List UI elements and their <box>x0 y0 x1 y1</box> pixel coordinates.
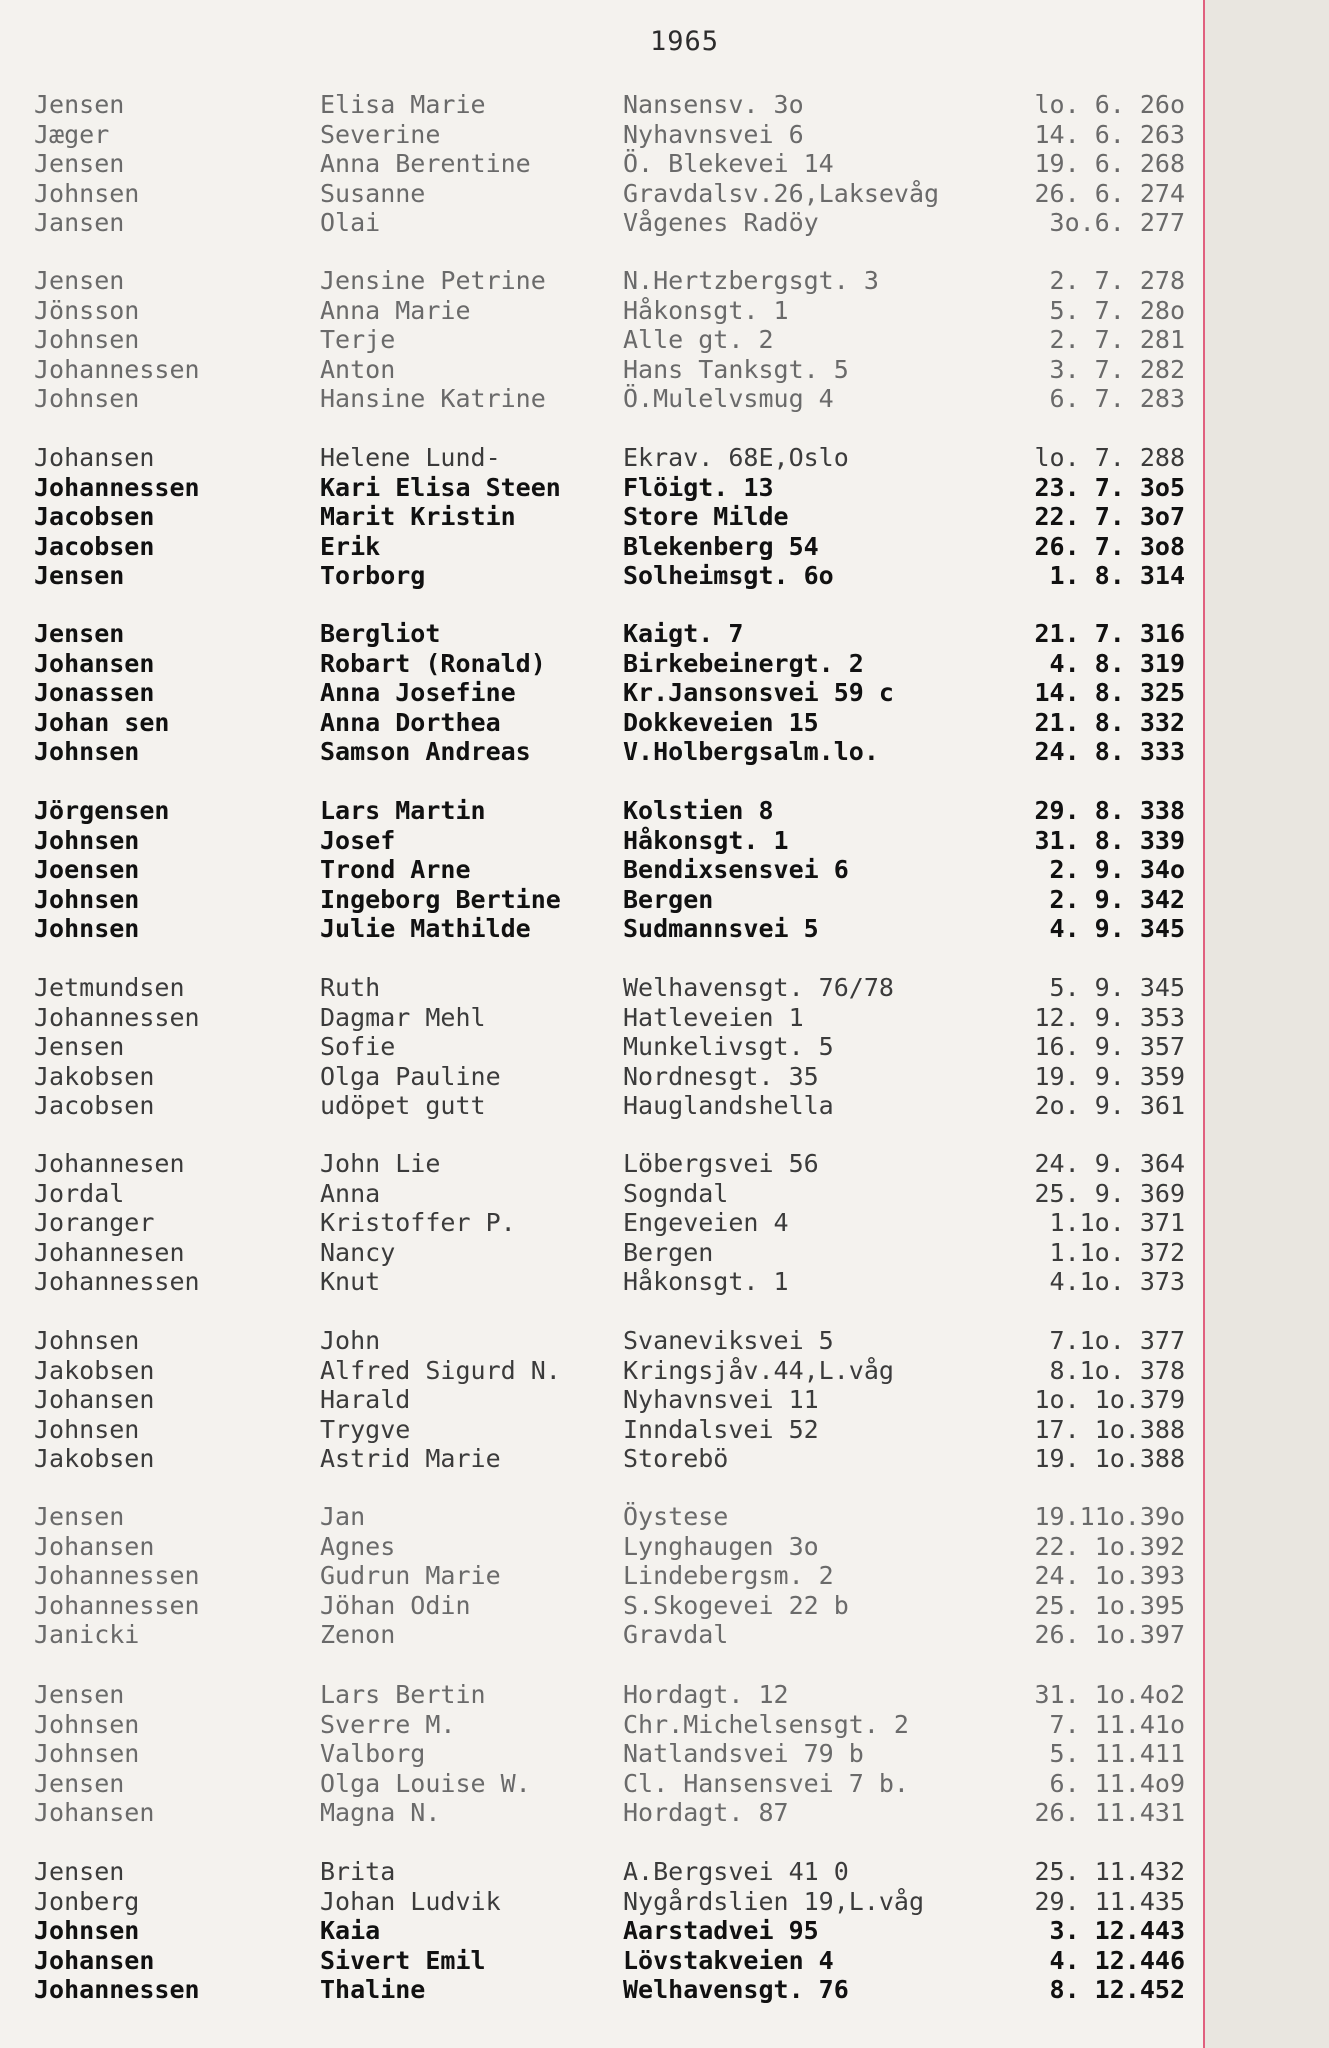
address: Hans Tanksgt. 5 <box>623 354 849 384</box>
register-row <box>0 826 1200 856</box>
date-number: 22. 1o.392 <box>1034 1531 1185 1561</box>
surname: Johnsen <box>34 825 140 855</box>
first-name: Johan Ludvik <box>320 1886 501 1916</box>
address: Inndalsvei 52 <box>623 1414 819 1444</box>
address: Lynghaugen 3o <box>623 1531 819 1561</box>
date-number: 19. 9. 359 <box>1034 1061 1185 1091</box>
entry-group <box>0 266 1200 414</box>
surname: Johannesen <box>34 1149 185 1178</box>
date-number: 8. 12.452 <box>1049 1975 1185 2005</box>
first-name: Samson Andreas <box>320 737 531 767</box>
date-number: 29. 11.435 <box>1034 1886 1185 1916</box>
surname: Jensen <box>34 90 125 119</box>
register-row <box>0 914 1200 944</box>
register-row <box>0 737 1200 767</box>
address: Lindebergsm. 2 <box>623 1561 834 1591</box>
register-row <box>0 296 1200 326</box>
address: Blekenberg 54 <box>623 531 819 561</box>
surname: Johansen <box>34 648 155 678</box>
first-name: John Lie <box>320 1149 441 1178</box>
address: Storebö <box>623 1444 729 1474</box>
address: Sogndal <box>623 1178 729 1208</box>
surname: Jæger <box>34 119 110 149</box>
register-row <box>0 885 1200 915</box>
register-row <box>0 1561 1200 1591</box>
address: Kolstien 8 <box>623 796 774 825</box>
register-row <box>0 1887 1200 1917</box>
register-row <box>0 1238 1200 1268</box>
surname: Jensen <box>34 1680 125 1709</box>
first-name: Sofie <box>320 1032 396 1062</box>
surname: Jönsson <box>34 295 140 325</box>
entry-group <box>0 1326 1200 1474</box>
address: Hordagt. 87 <box>623 1798 789 1828</box>
first-name: Anton <box>320 354 396 384</box>
entry-group <box>0 1857 1200 2005</box>
first-name: Marit Kristin <box>320 502 516 532</box>
first-name: Agnes <box>320 1531 396 1561</box>
date-number: 25. 11.432 <box>1034 1857 1185 1886</box>
first-name: Zenon <box>320 1620 396 1650</box>
surname: Johnsen <box>34 384 140 414</box>
address: A.Bergsvei 41 0 <box>623 1857 849 1886</box>
surname: Johnsen <box>34 737 140 767</box>
first-name: Kristoffer P. <box>320 1208 516 1238</box>
address: Nygårdslien 19,L.våg <box>623 1886 925 1916</box>
date-number: 25. 1o.395 <box>1034 1590 1185 1620</box>
date-number: 2. 9. 342 <box>1049 884 1185 914</box>
address: Hatleveien 1 <box>623 1002 804 1032</box>
address: Nordnesgt. 35 <box>623 1061 819 1091</box>
register-row <box>0 1415 1200 1445</box>
first-name: Anna Berentine <box>320 149 531 179</box>
register-row <box>0 1356 1200 1386</box>
address: Lövstakveien 4 <box>623 1945 834 1975</box>
first-name: Lars Martin <box>320 796 486 825</box>
date-number: 19. 6. 268 <box>1034 149 1185 179</box>
first-name: Jensine Petrine <box>320 266 546 295</box>
date-number: 23. 7. 3o5 <box>1034 472 1185 502</box>
surname: Johannessen <box>34 1975 200 2005</box>
address: Nyhavnsvei 11 <box>623 1385 819 1415</box>
surname: Jensen <box>34 266 125 295</box>
register-row <box>0 149 1200 179</box>
register-row <box>0 855 1200 885</box>
first-name: Torborg <box>320 561 426 591</box>
address: Cl. Hansensvei 7 b. <box>623 1768 909 1798</box>
first-name: Anna Dorthea <box>320 707 501 737</box>
first-name: Severine <box>320 119 441 149</box>
first-name: Kaia <box>320 1916 381 1946</box>
date-number: 1o. 1o.379 <box>1034 1385 1185 1415</box>
date-number: 26. 7. 3o8 <box>1034 531 1185 561</box>
date-number: 2. 7. 278 <box>1049 266 1185 295</box>
address: Hordagt. 12 <box>623 1680 789 1709</box>
surname: Johansen <box>34 1945 155 1975</box>
address: Ekrav. 68E,Oslo <box>623 443 849 472</box>
entry-group <box>0 973 1200 1121</box>
register-row <box>0 678 1200 708</box>
surname: Janicki <box>34 1620 140 1650</box>
register-row <box>0 1032 1200 1062</box>
surname: Johannessen <box>34 1002 200 1032</box>
register-row <box>0 1532 1200 1562</box>
first-name: Elisa Marie <box>320 90 486 119</box>
address: Birkebeinergt. 2 <box>623 648 864 678</box>
register-row <box>0 1003 1200 1033</box>
date-number: 3. 12.443 <box>1049 1916 1185 1946</box>
surname: Jakobsen <box>34 1444 155 1474</box>
date-number: 5. 11.411 <box>1049 1739 1185 1769</box>
surname: Jensen <box>34 1032 125 1062</box>
register-row <box>0 1680 1200 1710</box>
address: Vågenes Radöy <box>623 208 819 238</box>
date-number: 6. 7. 283 <box>1049 384 1185 414</box>
date-number: 14. 6. 263 <box>1034 119 1185 149</box>
page-edge <box>1205 0 1329 2048</box>
surname: Joranger <box>34 1208 155 1238</box>
date-number: 14. 8. 325 <box>1034 678 1185 708</box>
surname: Johnsen <box>34 1709 140 1739</box>
first-name: Astrid Marie <box>320 1444 501 1474</box>
surname: Johannesen <box>34 1237 185 1267</box>
address: Ö.Mulelvsmug 4 <box>623 384 834 414</box>
register-row <box>0 1710 1200 1740</box>
date-number: 19. 1o.388 <box>1034 1444 1185 1474</box>
register-row <box>0 1326 1200 1356</box>
address: Flöigt. 13 <box>623 472 774 502</box>
surname: Jordal <box>34 1178 125 1208</box>
date-number: 5. 7. 28o <box>1049 295 1185 325</box>
surname: Jacobsen <box>34 1091 155 1121</box>
address: Löbergsvei 56 <box>623 1149 819 1178</box>
surname: Johannessen <box>34 472 200 502</box>
address: Kr.Jansonsvei 59 c <box>623 678 894 708</box>
first-name: Hansine Katrine <box>320 384 546 414</box>
register-row <box>0 443 1200 473</box>
register-row <box>0 266 1200 296</box>
first-name: Olga Pauline <box>320 1061 501 1091</box>
register-row <box>0 1798 1200 1828</box>
first-name: udöpet gutt <box>320 1091 486 1121</box>
surname: Jakobsen <box>34 1061 155 1091</box>
surname: Johansen <box>34 1385 155 1415</box>
entry-group <box>0 90 1200 238</box>
date-number: 25. 9. 369 <box>1034 1178 1185 1208</box>
first-name: Julie Mathilde <box>320 914 531 944</box>
surname: Johnsen <box>34 178 140 208</box>
first-name: Brita <box>320 1857 396 1886</box>
first-name: Ruth <box>320 973 381 1002</box>
date-number: 1.1o. 371 <box>1049 1208 1185 1238</box>
register-row <box>0 561 1200 591</box>
date-number: 19.11o.39o <box>1034 1502 1185 1531</box>
register-row <box>0 1502 1200 1532</box>
address: Håkonsgt. 1 <box>623 825 789 855</box>
register-row <box>0 1208 1200 1238</box>
first-name: Dagmar Mehl <box>320 1002 486 1032</box>
surname: Jensen <box>34 1857 125 1886</box>
register-row <box>0 1769 1200 1799</box>
first-name: Anna Josefine <box>320 678 516 708</box>
page-year: 1965 <box>650 26 720 57</box>
register-row <box>0 796 1200 826</box>
surname: Jensen <box>34 619 125 648</box>
address: Bendixsensvei 6 <box>623 855 849 885</box>
first-name: Knut <box>320 1267 381 1297</box>
first-name: Magna N. <box>320 1798 441 1828</box>
address: Sudmannsvei 5 <box>623 914 819 944</box>
date-number: 26. 11.431 <box>1034 1798 1185 1828</box>
surname: Johnsen <box>34 914 140 944</box>
date-number: 24. 9. 364 <box>1034 1149 1185 1178</box>
date-number: 21. 8. 332 <box>1034 707 1185 737</box>
surname: Johnsen <box>34 325 140 355</box>
date-number: 22. 7. 3o7 <box>1034 502 1185 532</box>
address: Nansensv. 3o <box>623 90 804 119</box>
address: Dokkeveien 15 <box>623 707 819 737</box>
date-number: 2. 7. 281 <box>1049 325 1185 355</box>
address: S.Skogevei 22 b <box>623 1590 849 1620</box>
register-row <box>0 1179 1200 1209</box>
address: Alle gt. 2 <box>623 325 774 355</box>
first-name: Thaline <box>320 1975 426 2005</box>
date-number: 1. 8. 314 <box>1049 561 1185 591</box>
date-number: lo. 6. 26o <box>1034 90 1185 119</box>
register-row <box>0 1946 1200 1976</box>
date-number: 24. 8. 333 <box>1034 737 1185 767</box>
surname: Jensen <box>34 1768 125 1798</box>
date-number: 31. 8. 339 <box>1034 825 1185 855</box>
first-name: Olga Louise W. <box>320 1768 531 1798</box>
first-name: John <box>320 1326 381 1355</box>
surname: Johnsen <box>34 884 140 914</box>
surname: Jacobsen <box>34 502 155 532</box>
date-number: 24. 1o.393 <box>1034 1561 1185 1591</box>
first-name: Robart (Ronald) <box>320 648 546 678</box>
register-row <box>0 1091 1200 1121</box>
surname: Johannessen <box>34 1561 200 1591</box>
surname: Johnsen <box>34 1739 140 1769</box>
date-number: 29. 8. 338 <box>1034 796 1185 825</box>
first-name: Sivert Emil <box>320 1945 486 1975</box>
date-number: 4. 12.446 <box>1049 1945 1185 1975</box>
surname: Jetmundsen <box>34 973 185 1002</box>
register-row <box>0 973 1200 1003</box>
entry-group <box>0 619 1200 767</box>
register-row <box>0 1149 1200 1179</box>
register-row <box>0 1062 1200 1092</box>
first-name: Trygve <box>320 1414 411 1444</box>
date-number: 3. 7. 282 <box>1049 354 1185 384</box>
address: Chr.Michelsensgt. 2 <box>623 1709 909 1739</box>
first-name: Olai <box>320 208 381 238</box>
first-name: Lars Bertin <box>320 1680 486 1709</box>
surname: Jensen <box>34 561 125 591</box>
register-row <box>0 473 1200 503</box>
first-name: Jöhan Odin <box>320 1590 471 1620</box>
address: Kringsjåv.44,L.våg <box>623 1355 894 1385</box>
address: Welhavensgt. 76/78 <box>623 973 894 1002</box>
first-name: Trond Arne <box>320 855 471 885</box>
surname: Johnsen <box>34 1916 140 1946</box>
date-number: lo. 7. 288 <box>1034 443 1185 472</box>
surname: Jansen <box>34 208 125 238</box>
address: Gravdalsv.26,Laksevåg <box>623 178 940 208</box>
address: Munkelivsgt. 5 <box>623 1032 834 1062</box>
first-name: Gudrun Marie <box>320 1561 501 1591</box>
date-number: 3o.6. 277 <box>1049 208 1185 238</box>
address: Hauglandshella <box>623 1091 834 1121</box>
register-row <box>0 1739 1200 1769</box>
entry-group <box>0 1149 1200 1297</box>
entry-group <box>0 1502 1200 1650</box>
date-number: 6. 11.4o9 <box>1049 1768 1185 1798</box>
entry-group <box>0 1680 1200 1828</box>
address: Bergen <box>623 884 714 914</box>
address: Store Milde <box>623 502 789 532</box>
address: Welhavensgt. 76 <box>623 1975 849 2005</box>
date-number: 5. 9. 345 <box>1049 973 1185 1002</box>
surname: Jonassen <box>34 678 155 708</box>
register-row <box>0 1267 1200 1297</box>
surname: Jensen <box>34 1502 125 1531</box>
register-row <box>0 1857 1200 1887</box>
first-name: Anna <box>320 1178 381 1208</box>
surname: Jacobsen <box>34 531 155 561</box>
surname: Johansen <box>34 1798 155 1828</box>
address: Natlandsvei 79 b <box>623 1739 864 1769</box>
register-row <box>0 532 1200 562</box>
first-name: Jan <box>320 1502 366 1531</box>
register-row <box>0 619 1200 649</box>
address: Nyhavnsvei 6 <box>623 119 804 149</box>
address: Engeveien 4 <box>623 1208 789 1238</box>
address: Solheimsgt. 6o <box>623 561 834 591</box>
first-name: Kari Elisa Steen <box>320 472 561 502</box>
surname: Johannessen <box>34 1590 200 1620</box>
date-number: 26. 6. 274 <box>1034 178 1185 208</box>
date-number: 4. 9. 345 <box>1049 914 1185 944</box>
entry-group <box>0 796 1200 944</box>
address: V.Holbergsalm.lo. <box>623 737 879 767</box>
first-name: Helene Lund- <box>320 443 501 472</box>
date-number: 31. 1o.4o2 <box>1034 1680 1185 1709</box>
surname: Johannessen <box>34 354 200 384</box>
address: Ö. Blekevei 14 <box>623 149 834 179</box>
address: Bergen <box>623 1237 714 1267</box>
date-number: 1.1o. 372 <box>1049 1237 1185 1267</box>
register-row <box>0 1385 1200 1415</box>
register-row <box>0 1975 1200 2005</box>
date-number: 2. 9. 34o <box>1049 855 1185 885</box>
first-name: Alfred Sigurd N. <box>320 1355 561 1385</box>
surname: Johannessen <box>34 1267 200 1297</box>
first-name: Anna Marie <box>320 295 471 325</box>
address: Aarstadvei 95 <box>623 1916 819 1946</box>
date-number: 21. 7. 316 <box>1034 619 1185 648</box>
address: Håkonsgt. 1 <box>623 1267 789 1297</box>
date-number: 7.1o. 377 <box>1049 1326 1185 1355</box>
surname: Johansen <box>34 443 155 472</box>
first-name: Nancy <box>320 1237 396 1267</box>
surname: Jakobsen <box>34 1355 155 1385</box>
register-row <box>0 384 1200 414</box>
first-name: Josef <box>320 825 396 855</box>
register-row <box>0 90 1200 120</box>
register-row <box>0 708 1200 738</box>
date-number: 7. 11.41o <box>1049 1709 1185 1739</box>
surname: Johnsen <box>34 1414 140 1444</box>
red-margin-line <box>1203 0 1205 2048</box>
surname: Johnsen <box>34 1326 140 1355</box>
first-name: Harald <box>320 1385 411 1415</box>
surname: Joensen <box>34 855 140 885</box>
date-number: 4.1o. 373 <box>1049 1267 1185 1297</box>
first-name: Bergliot <box>320 619 441 648</box>
address: Öystese <box>623 1502 729 1531</box>
address: Gravdal <box>623 1620 729 1650</box>
address: N.Hertzbergsgt. 3 <box>623 266 879 295</box>
register-row <box>0 1916 1200 1946</box>
register-row <box>0 120 1200 150</box>
date-number: 16. 9. 357 <box>1034 1032 1185 1062</box>
first-name: Sverre M. <box>320 1709 456 1739</box>
date-number: 17. 1o.388 <box>1034 1414 1185 1444</box>
register-row <box>0 208 1200 238</box>
register-row <box>0 325 1200 355</box>
register-row <box>0 179 1200 209</box>
first-name: Susanne <box>320 178 426 208</box>
surname: Jörgensen <box>34 796 170 825</box>
date-number: 26. 1o.397 <box>1034 1620 1185 1650</box>
first-name: Erik <box>320 531 381 561</box>
surname: Johan sen <box>34 707 170 737</box>
date-number: 2o. 9. 361 <box>1034 1091 1185 1121</box>
first-name: Terje <box>320 325 396 355</box>
address: Kaigt. 7 <box>623 619 744 648</box>
register-row <box>0 355 1200 385</box>
date-number: 12. 9. 353 <box>1034 1002 1185 1032</box>
register-row <box>0 1591 1200 1621</box>
surname: Johansen <box>34 1531 155 1561</box>
register-row <box>0 1444 1200 1474</box>
date-number: 4. 8. 319 <box>1049 648 1185 678</box>
address: Håkonsgt. 1 <box>623 295 789 325</box>
date-number: 8.1o. 378 <box>1049 1355 1185 1385</box>
first-name: Ingeborg Bertine <box>320 884 561 914</box>
register-row <box>0 502 1200 532</box>
surname: Jensen <box>34 149 125 179</box>
surname: Jonberg <box>34 1886 140 1916</box>
entry-group <box>0 443 1200 591</box>
address: Svaneviksvei 5 <box>623 1326 834 1355</box>
first-name: Valborg <box>320 1739 426 1769</box>
register-row <box>0 1620 1200 1650</box>
register-row <box>0 649 1200 679</box>
